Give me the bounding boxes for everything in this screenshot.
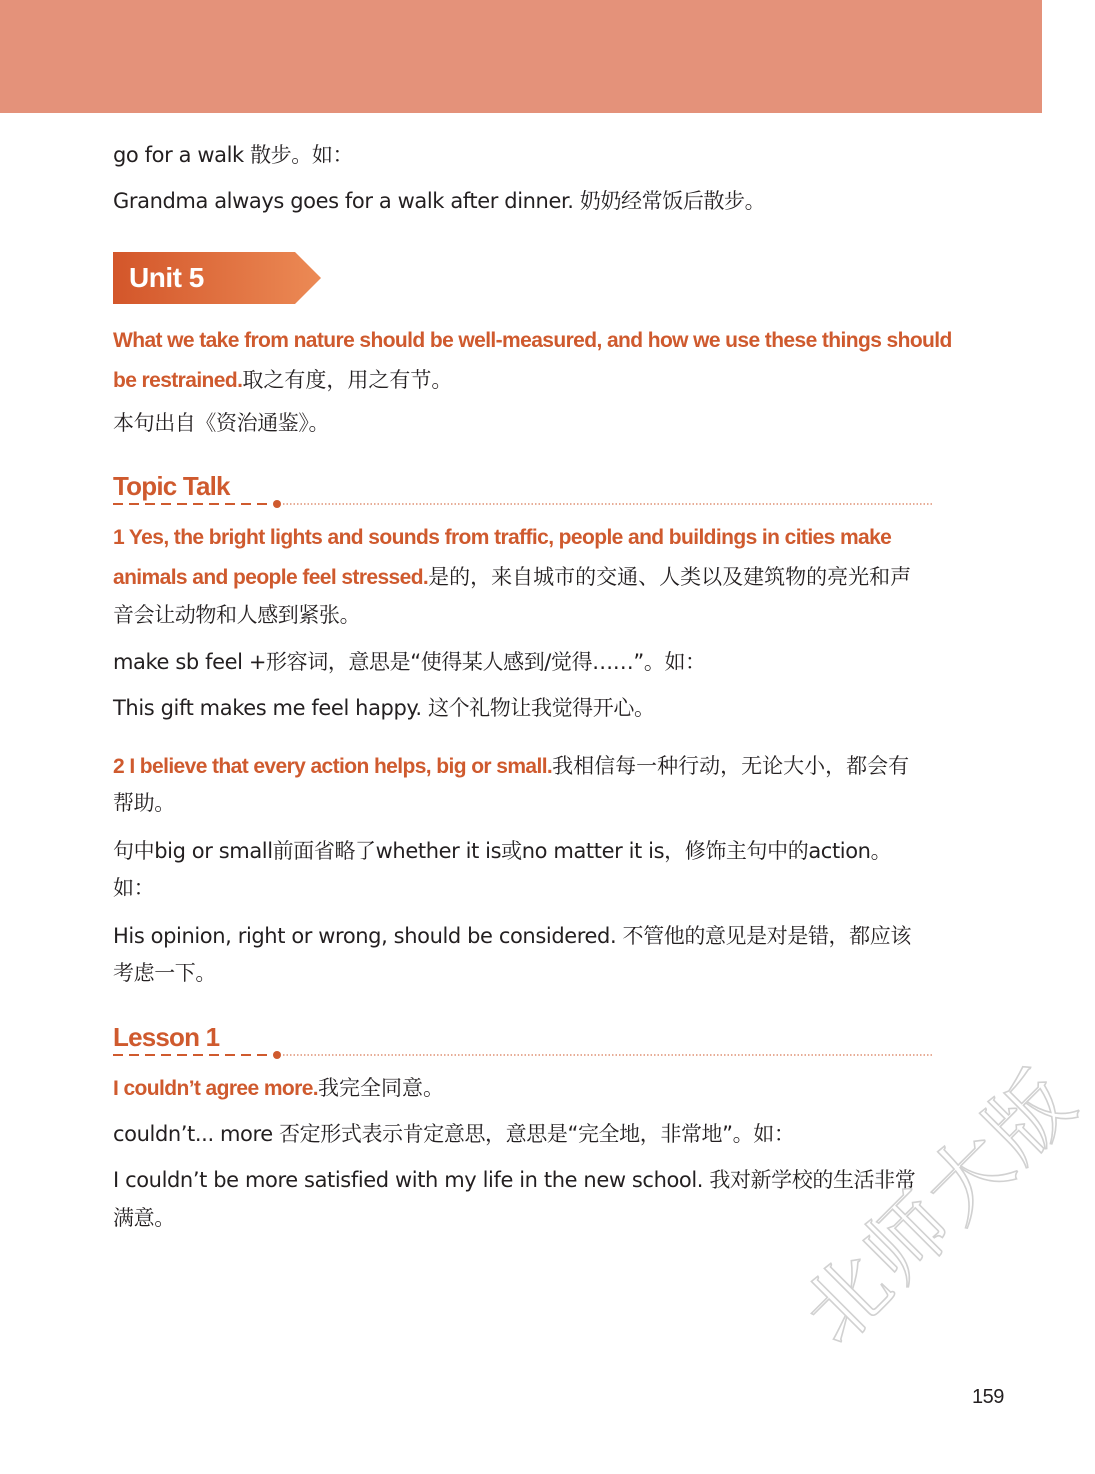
lesson1-title: Lesson 1	[113, 1022, 220, 1052]
page-number: 159	[972, 1386, 1004, 1408]
lesson1-example-line1: I couldn’t be more satisfied with my life in the new school. 我对新学校的生活非常	[113, 1168, 916, 1192]
topic-item1-en-cont: animals and people feel stressed.	[113, 566, 429, 589]
topic-item1-line1	[113, 522, 891, 553]
topic-item2-note-line2: 如：	[113, 876, 155, 900]
top-header-band	[0, 0, 1042, 113]
topic-item2-example-line1: His opinion, right or wrong, should be considered. 不管他的意见是对是错，都应该	[113, 924, 911, 948]
lesson1-divider	[113, 1051, 933, 1059]
topic-item1-cn: 是的，来自城市的交通、人类以及建筑物的亮光和声	[428, 565, 912, 589]
topic-item2-line1	[113, 751, 909, 782]
topic-item2-en: 2 I believe that every action helps, big or small.	[113, 755, 553, 778]
topic-item1-note: make sb feel +形容词，意思是“使得某人感到/觉得……”。如：	[113, 650, 706, 674]
topic-item1-example: This gift makes me feel happy. 这个礼物让我觉得开心。	[113, 696, 655, 720]
topic-item2-cn: 我相信每一种行动，无论大小，都会有	[552, 754, 910, 778]
lesson1-note: couldn’t... more 否定形式表示肯定意思，意思是“完全地，非常地”。如：	[113, 1122, 795, 1146]
publisher-watermark: 北师大版	[785, 1051, 1095, 1363]
unit-label: Unit 5	[129, 262, 204, 293]
unit-quote-source: 本句出自《资治通鉴》。	[113, 411, 330, 435]
unit-quote-cn: 取之有度，用之有节。	[242, 368, 453, 392]
topic-item2-note-line1: 句中big or small前面省略了whether it is或no matter it is，修饰主句中的action。	[113, 839, 892, 863]
topic-talk-title: Topic Talk	[113, 471, 230, 501]
topic-talk-divider	[113, 500, 933, 508]
unit-quote-line2	[113, 365, 452, 396]
unit-quote-en: What we take from nature should be well-measured, and how we use these things should	[113, 329, 952, 352]
topic-item1-en: 1 Yes, the bright lights and sounds from traffic, people and buildings in cities make	[113, 526, 892, 549]
lesson1-sentence	[113, 1073, 444, 1104]
topic-item2-example-line2: 考虑一下。	[113, 961, 216, 985]
topic-item1-line2	[113, 562, 911, 593]
lesson1-example-line2: 满意。	[113, 1206, 175, 1230]
lesson1-en: I couldn’t agree more.	[113, 1077, 319, 1100]
intro-phrase-line: go for a walk 散步。如：	[113, 143, 354, 167]
intro-example-line: Grandma always goes for a walk after dinner. 奶奶经常饭后散步。	[113, 189, 766, 213]
topic-item1-cn-cont: 音会让动物和人感到紧张。	[113, 603, 361, 627]
lesson1-cn: 我完全同意。	[318, 1076, 445, 1100]
topic-item2-cn-cont: 帮助。	[113, 791, 175, 815]
unit-quote-line1	[113, 325, 952, 356]
unit-banner	[113, 252, 321, 304]
unit-quote-en-cont: be restrained.	[113, 369, 243, 392]
